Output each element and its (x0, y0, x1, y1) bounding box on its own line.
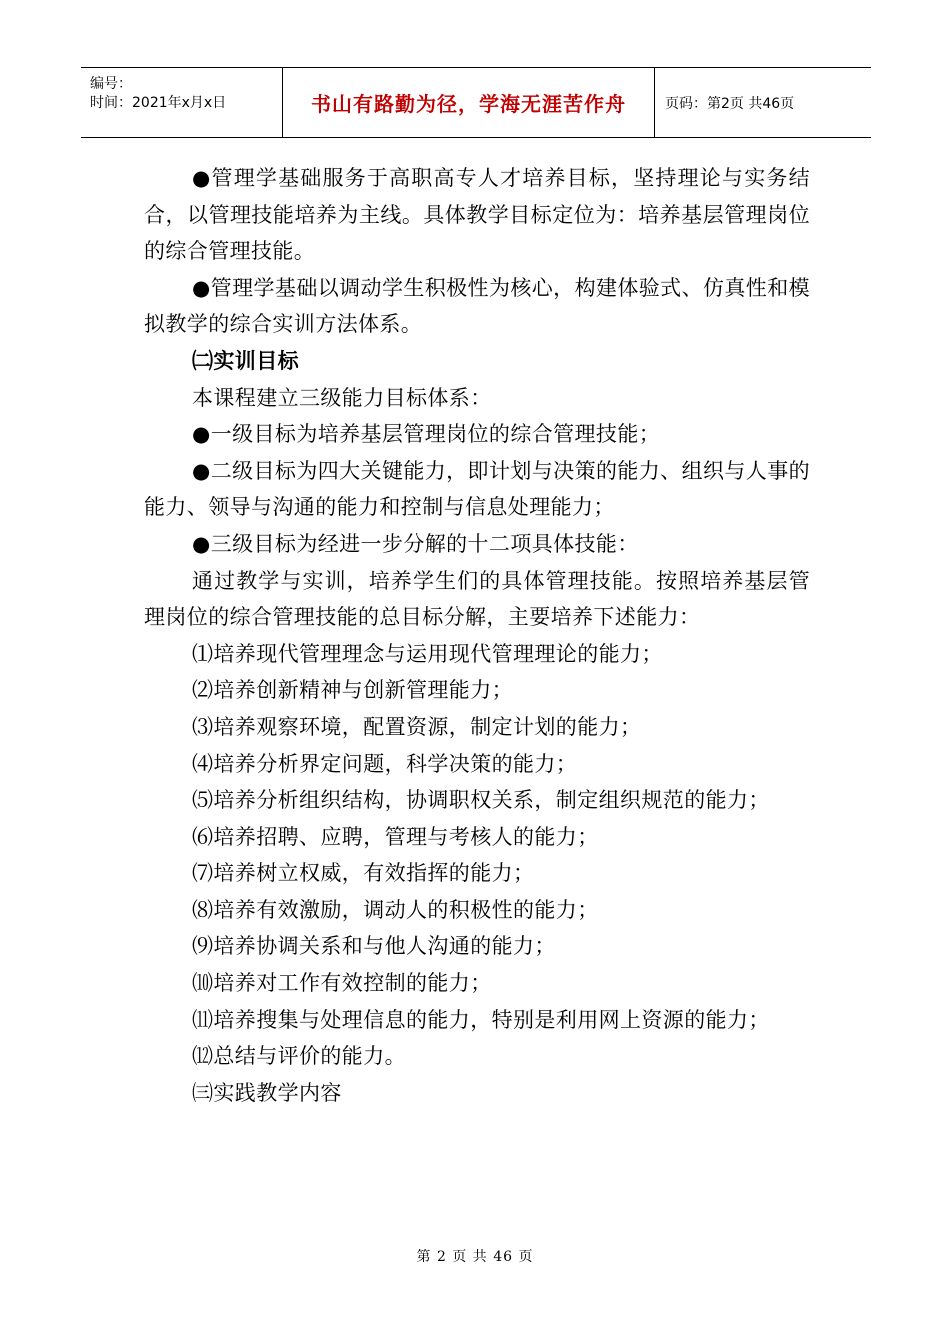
paragraph-level-2: ●二级目标为四大关键能力，即计划与决策的能力、组织与人事的能力、领导与沟通的能力和控制与信息处理能力； (144, 458, 810, 520)
header-motto: 书山有路勤为径，学海无涯苦作舟 (311, 92, 626, 116)
document-body (144, 160, 810, 1111)
header-number-label: 编号： (90, 76, 132, 92)
page-header (81, 67, 871, 138)
paragraph-summary: 通过教学与实训，培养学生们的具体管理技能。按照培养基层管理岗位的综合管理技能的总目标分解，主要培养下述能力： (144, 568, 810, 630)
list-item-2: ⑵培养创新精神与创新管理能力； (192, 678, 513, 703)
list-item-5: ⑸培养分析组织结构，协调职权关系，制定组织规范的能力； (192, 788, 770, 813)
list-item-4: ⑷培养分析界定问题，科学决策的能力； (192, 751, 578, 776)
list-item-10: ⑽培养对工作有效控制的能力； (192, 971, 492, 996)
paragraph-intro: 本课程建立三级能力目标体系： (192, 385, 492, 410)
paragraph-bullet-1: ●管理学基础服务于高职高专人才培养目标，坚持理论与实务结合，以管理技能培养为主线。具体教学目标定位为：培养基层管理岗位的综合管理技能。 (144, 166, 810, 264)
header-page-cell (655, 68, 871, 137)
paragraph-bullet-2: ●管理学基础以调动学生积极性为核心，构建体验式、仿真性和模拟教学的综合实训方法体系。 (144, 275, 810, 337)
header-motto-cell (283, 68, 655, 137)
page-footer: 第 2 页 共 46 页 (416, 1249, 534, 1265)
list-item-12: ⑿总结与评价的能力。 (192, 1044, 406, 1069)
section-heading-practice-content: ㈢实践教学内容 (192, 1080, 342, 1105)
list-item-11: ⑾培养搜集与处理信息的能力，特别是利用网上资源的能力； (192, 1007, 770, 1032)
list-item-1: ⑴培养现代管理理念与运用现代管理理论的能力； (192, 641, 663, 666)
list-item-3: ⑶培养观察环境，配置资源，制定计划的能力； (192, 714, 642, 739)
paragraph-level-3: ●三级目标为经进一步分解的十二项具体技能： (192, 531, 639, 556)
list-item-9: ⑼培养协调关系和与他人沟通的能力； (192, 934, 556, 959)
header-time-label: 时间：2021年x月x日 (90, 95, 227, 111)
header-page-label: 页码：第2页 共46页 (665, 95, 795, 112)
list-item-8: ⑻培养有效激励，调动人的积极性的能力； (192, 897, 599, 922)
header-meta-cell (81, 68, 283, 137)
list-item-6: ⑹培养招聘、应聘，管理与考核人的能力； (192, 824, 599, 849)
list-item-7: ⑺培养树立权威，有效指挥的能力； (192, 861, 535, 886)
paragraph-level-1: ●一级目标为培养基层管理岗位的综合管理技能； (192, 422, 661, 447)
section-heading-training-goals: ㈡实训目标 (192, 348, 299, 373)
